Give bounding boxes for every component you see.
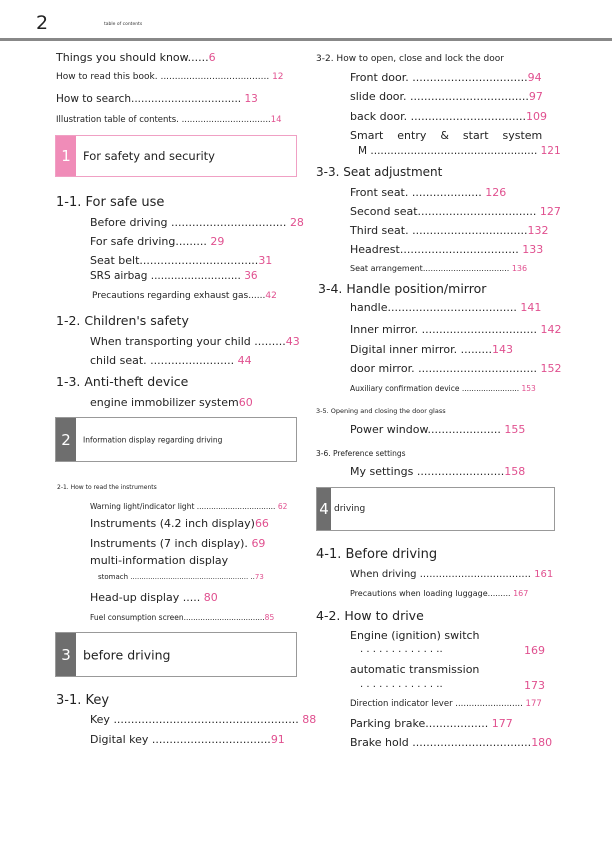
toc-entry[interactable]: Digital key ..................................91	[90, 733, 285, 746]
section-2-title: Information display regarding driving	[83, 435, 223, 444]
toc-entry[interactable]: Seat belt..................................31	[90, 254, 273, 267]
subsection-heading: 3-5. Opening and closing the door glass	[316, 407, 446, 415]
toc-entry-dots[interactable]: . . . . . . . . . . . . .. 169	[360, 644, 545, 657]
toc-entry[interactable]: Instruments (7 inch display). 69	[90, 537, 266, 550]
subsection-heading: 3-4. Handle position/mirror	[318, 281, 487, 296]
section-3-header[interactable]	[55, 632, 297, 677]
toc-entry[interactable]: handle..................................... 141	[350, 301, 542, 314]
page-number: 2	[36, 12, 49, 34]
toc-entry[interactable]: Head-up display ..... 80	[90, 591, 218, 604]
toc-entry[interactable]: Before driving ................................. 28	[90, 216, 304, 229]
subsection-heading: 3-2. How to open, close and lock the door	[316, 54, 504, 64]
toc-entry[interactable]: Brake hold ..................................180	[350, 736, 553, 749]
toc-entry[interactable]: child seat. ........................ 44	[90, 354, 252, 367]
toc-entry[interactable]: Fuel consumption screen..................................85	[90, 613, 275, 622]
toc-entry[interactable]: For safe driving......... 29	[90, 235, 225, 248]
toc-entry[interactable]: Second seat.................................. 127	[350, 205, 561, 218]
toc-entry[interactable]: Instruments (4.2 inch display)66	[90, 517, 269, 530]
toc-entry[interactable]: Illustration table of contents. .................................14	[56, 115, 282, 125]
toc-entry[interactable]: Smart entry & start system	[350, 129, 543, 142]
subsection-heading: 3-3. Seat adjustment	[316, 165, 443, 179]
section-2-header[interactable]	[55, 417, 297, 462]
toc-entry[interactable]: Things you should know......6	[56, 51, 216, 64]
toc-entry[interactable]: When driving ................................... 161	[350, 569, 554, 580]
section-4-header[interactable]	[316, 487, 555, 531]
toc-entry[interactable]: multi-information display	[90, 554, 229, 567]
toc-entry[interactable]: My settings .........................158	[350, 465, 526, 478]
subsection-heading: 4-2. How to drive	[316, 608, 424, 623]
header-rule	[0, 38, 612, 41]
toc-entry[interactable]: Precautions when loading luggage......... 167	[350, 589, 529, 598]
subsection-heading: 1-1. For safe use	[56, 195, 165, 210]
toc-entry[interactable]: engine immobilizer system60	[90, 396, 253, 409]
subsection-heading: 1-2. Children's safety	[56, 313, 189, 328]
toc-entry[interactable]: Warning light/indicator light ................................. 62	[90, 502, 288, 511]
toc-entry[interactable]: Front seat. .................... 126	[350, 186, 507, 199]
toc-entry[interactable]: How to read this book. ...................................... 12	[56, 72, 284, 82]
toc-entry[interactable]: automatic transmission	[350, 663, 480, 676]
toc-entry[interactable]: Precautions regarding exhaust gas......42	[92, 291, 277, 301]
toc-entry[interactable]: Direction indicator lever ......................... 177	[350, 699, 542, 709]
toc-entry[interactable]: slide door. ..................................97	[350, 90, 543, 103]
toc-entry[interactable]: Seat arrangement.................................. 136	[350, 264, 528, 273]
section-1-tab: 1	[56, 136, 76, 176]
toc-entry[interactable]: stomach ..................................................... ..73	[98, 573, 264, 581]
subsection-heading: 4-1. Before driving	[316, 547, 438, 562]
section-4-title: driving	[334, 504, 366, 514]
section-1-header[interactable]	[55, 135, 297, 177]
toc-entry-dots[interactable]: . . . . . . . . . . . . .. 173	[360, 679, 545, 692]
subsection-heading: 3-6. Preference settings	[316, 449, 406, 458]
toc-entry[interactable]: Front door. .................................94	[350, 71, 542, 84]
toc-entry[interactable]: How to search................................. 13	[56, 93, 258, 105]
toc-entry[interactable]: Auxiliary confirmation device ........................ 153	[350, 384, 536, 393]
subsection-heading: 3-1. Key	[56, 693, 110, 708]
toc-entry[interactable]: door mirror. .................................. 152	[350, 362, 562, 375]
toc-entry[interactable]: SRS airbag ........................... 36	[90, 270, 258, 282]
toc-entry[interactable]: Third seat. .................................132	[350, 224, 549, 237]
toc-entry[interactable]: back door. .................................109	[350, 110, 547, 123]
subsection-heading: 1-3. Anti-theft device	[56, 374, 189, 389]
section-3-tab: 3	[56, 633, 76, 676]
toc-entry[interactable]: Engine (ignition) switch	[350, 629, 480, 642]
toc-entry[interactable]: M .................................................. 121	[358, 145, 561, 157]
toc-entry[interactable]: When transporting your child .........43	[90, 335, 300, 348]
toc-entry[interactable]: Parking brake.................. 177	[350, 717, 513, 730]
section-4-tab: 4	[317, 488, 331, 530]
toc-entry[interactable]: Headrest.................................. 133	[350, 243, 544, 256]
toc-entry[interactable]: Inner mirror. ................................. 142	[350, 323, 562, 336]
section-2-tab: 2	[56, 418, 76, 461]
toc-entry[interactable]: Digital inner mirror. .........143	[350, 343, 514, 356]
toc-entry[interactable]: Key ..................................................... 88	[90, 713, 317, 726]
header-title: table of contents	[104, 22, 143, 27]
section-3-title: before driving	[83, 647, 171, 662]
toc-entry[interactable]: Power window..................... 155	[350, 423, 526, 436]
section-1-title: For safety and security	[83, 149, 215, 163]
subsection-heading: 2-1. How to read the instruments	[57, 484, 157, 491]
